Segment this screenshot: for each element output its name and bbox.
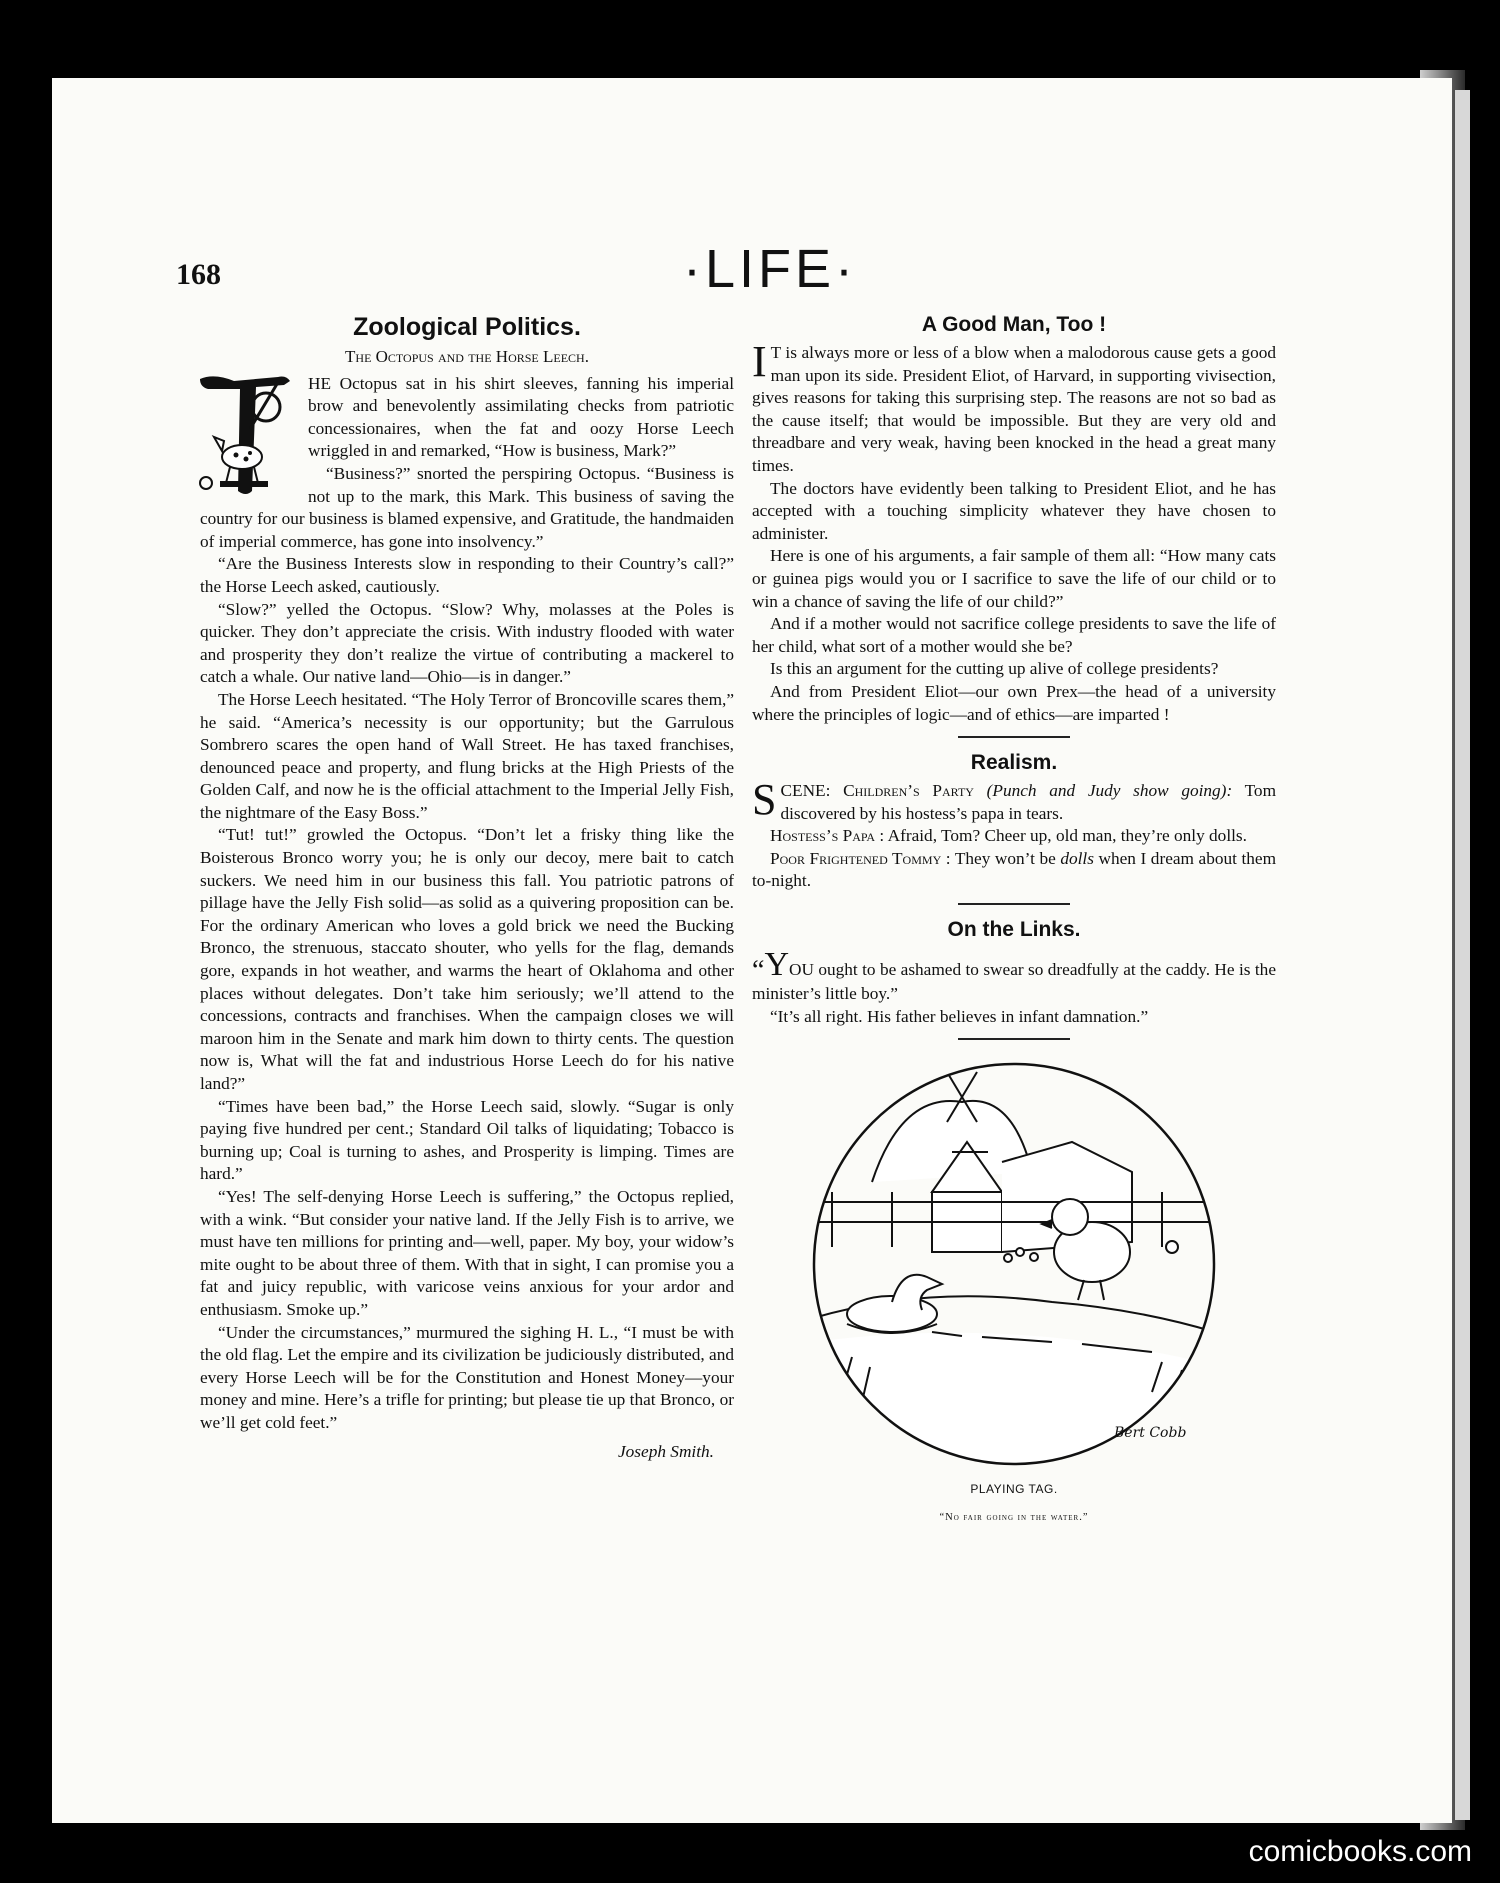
- good-man-paragraph-5: Is this an argument for the cutting up alive of college presidents?: [770, 659, 1219, 679]
- realism-papa-line: [752, 825, 1276, 848]
- next-page-edge: [1455, 90, 1470, 1820]
- speaker-tommy: Poor Frightened Tommy :: [770, 848, 951, 868]
- initial-letter-y: Y: [764, 946, 789, 984]
- initial-letter-s: S: [752, 775, 777, 825]
- links-text-1: OU ought to be ashamed to swear so dreadfully at the caddy. He is the minister’s little boy.”: [752, 960, 1276, 1004]
- section-divider: [958, 736, 1070, 738]
- paragraph-4: “Slow?” yelled the Octopus. “Slow? Why, molasses at the Poles is quicker. They don’t appreciate the crisis. With industry flooded with water and prosperity they don’t realize the virtue of contributing a mackerel to catch a whale. Our native land—Ohio—is in danger.”: [200, 599, 734, 687]
- article-title-good-man: A Good Man, Too !: [921, 313, 1107, 336]
- article-title-on-the-links: On the Links.: [947, 918, 1081, 942]
- paragraph-9: “Under the circumstances,” murmured the sighing H. L., “I must be with the old flag. Let the empire and its civilization be judiciously distributed, and every Horse Leech will be for the Constitution and Honest Money—your money and mine. Here’s a trifle for printing; but please tie up that Bronco, or we’ll get cold feet.”: [200, 1322, 734, 1432]
- right-column: [752, 312, 1276, 1529]
- page-number: 168: [176, 258, 221, 291]
- section-divider: [958, 903, 1070, 905]
- good-man-paragraph-3: Here is one of his arguments, a fair sample of them all: “How many cats or guinea pigs would you or I sacrifice to save the life of our child or to win a chance of saving the life of our child?”: [752, 546, 1276, 611]
- links-line-1: [752, 947, 1276, 1006]
- author-signature: Joseph Smith.: [618, 1441, 714, 1461]
- watermark: comicbooks.com: [1248, 1835, 1472, 1868]
- section-divider: [958, 1038, 1070, 1040]
- paragraph-7: “Times have been bad,” the Horse Leech said, slowly. “Sugar is only paying five hundred per cent.; Standard Oil talks of liquidating; Tobacco is burning up; Coal is turning to ashes, and Prosperity is limping. Times are hard.”: [200, 1096, 734, 1184]
- scene-setting: Children’s Party: [843, 781, 974, 801]
- scene-label: CENE:: [780, 781, 831, 801]
- scene-description: Tom discovered by his hostess’s papa in tears.: [780, 781, 1277, 823]
- article-subtitle: The Octopus and the Horse Leech.: [345, 347, 589, 366]
- good-man-paragraph-2: The doctors have evidently been talking to President Eliot, and he has accepted with a touching simplicity whatever they have chosen to administer.: [752, 478, 1276, 543]
- tommy-dialogue-a: They won’t be: [954, 848, 1056, 868]
- masthead-title: ·LIFE·: [682, 239, 857, 299]
- initial-letter-i: I: [752, 337, 767, 386]
- realism-scene: [752, 775, 1277, 825]
- dropcap-illustration: [194, 371, 296, 499]
- article-title-realism: Realism.: [970, 751, 1058, 775]
- paragraph-text: T is always more or less of a blow when a malodorous cause gets a good man upon its side. President Eliot, of Harvard, in supporting vivisection, gives reasons for taking this surprising step. The reasons are not so bad as the cause itself; that would be impossible. But they are very old and threadbare and very weak, having been knocked in the head a great many times.: [752, 343, 1276, 475]
- good-man-paragraph-6: And from President Eliot—our own Prex—the head of a university where the principles of logic—and of ethics—are imparted !: [752, 681, 1276, 724]
- cartoon-subcaption: “No fair going in the water.”: [939, 1511, 1089, 1523]
- paragraph-3: “Are the Business Interests slow in responding to their Country’s call?” the Horse Leech asked, cautiously.: [200, 554, 734, 596]
- links-line-2: “It’s all right. His father believes in infant damnation.”: [770, 1006, 1149, 1026]
- tommy-dialogue-italic: dolls: [1060, 848, 1094, 868]
- article-title-zoological-politics: Zoological Politics.: [353, 313, 581, 341]
- scene-direction: (Punch and Judy show going):: [986, 781, 1233, 801]
- paragraph-6: “Tut! tut!” growled the Octopus. “Don’t let a frisky thing like the Boisterous Bronco worry you; he is only our decoy, mere bait to catch suckers. We need him in our business this fall. You patriotic patrons of pillage have the Jelly Fish solid—as solid as a quivering proposition can be. For the ordinary American who loves a gold brick we need the Bucking Bronco, the strenuous, staccato shouter, who yells for the flag, demands gore, expands in hot weather, and warms the heart of Oklahoma and other places without delegates. Don’t take him seriously; we’ll attend to the concessions, contracts and franchises. When the campaign closes we will maroon him in the Senate and mark him down to thirty cents. The question now is, What will the fat and industrious Horse Leech do for his native land?”: [200, 825, 734, 1093]
- good-man-paragraph-4: And if a mother would not sacrifice college presidents to save the life of her child, what sort of a mother would she be?: [752, 614, 1276, 656]
- open-quote: “: [752, 955, 765, 987]
- tommy-dialogue-b: when I dream about them to-night.: [752, 848, 1277, 891]
- left-column: [200, 312, 734, 1463]
- good-man-paragraph-1: [752, 337, 1276, 478]
- realism-tommy-line: [752, 848, 1276, 893]
- paragraph-8: “Yes! The self-denying Horse Leech is suffering,” the Octopus replied, with a wink. “But consider your native land. If the Jelly Fish is to arrive, we must have ten millions for printing and—well, paper. My boy, your widow’s mite ought to be about three of them. With that in sight, I can promise you a fat and juicy republic, with varicose veins anxious for your ardor and enthusiasm. Smoke up.”: [200, 1186, 734, 1319]
- paragraph-2: “Business?” snorted the perspiring Octopus. “Business is not up to the mark, this Mark. This business of saving the country for our business is blamed expensive, and Gratitude, the handmaiden of imperial commerce, has gone into insolvency.”: [200, 463, 734, 551]
- speaker-papa: Hostess’s Papa :: [770, 826, 885, 846]
- cartoon-signature: Bert Cobb: [1114, 1425, 1187, 1442]
- cartoon-playing-tag: [752, 1052, 1276, 1472]
- paragraph-text: HE Octopus sat in his shirt sleeves, fanning his imperial brow and benevolently assimilating checks from patriotic concessionaires, when the fat and oozy Horse Leech wriggled in and remarked, “How is business, Mark?”: [308, 373, 734, 461]
- papa-dialogue: Afraid, Tom? Cheer up, old man, they’re only dolls.: [887, 826, 1247, 846]
- paragraph-5: The Horse Leech hesitated. “The Holy Terror of Broncoville scares them,” he said. “America’s necessity is our opportunity; but the Garrulous Sombrero scares the open hand of Wall Street. He has taxed franchises, denounced peace and property, and flung bricks at the High Priests of the Golden Calf, and now he is the official attachment to the Imperial Jelly Fish, the nightmare of the Easy Boss.”: [200, 689, 734, 822]
- cartoon-caption: PLAYING TAG.: [970, 1482, 1058, 1497]
